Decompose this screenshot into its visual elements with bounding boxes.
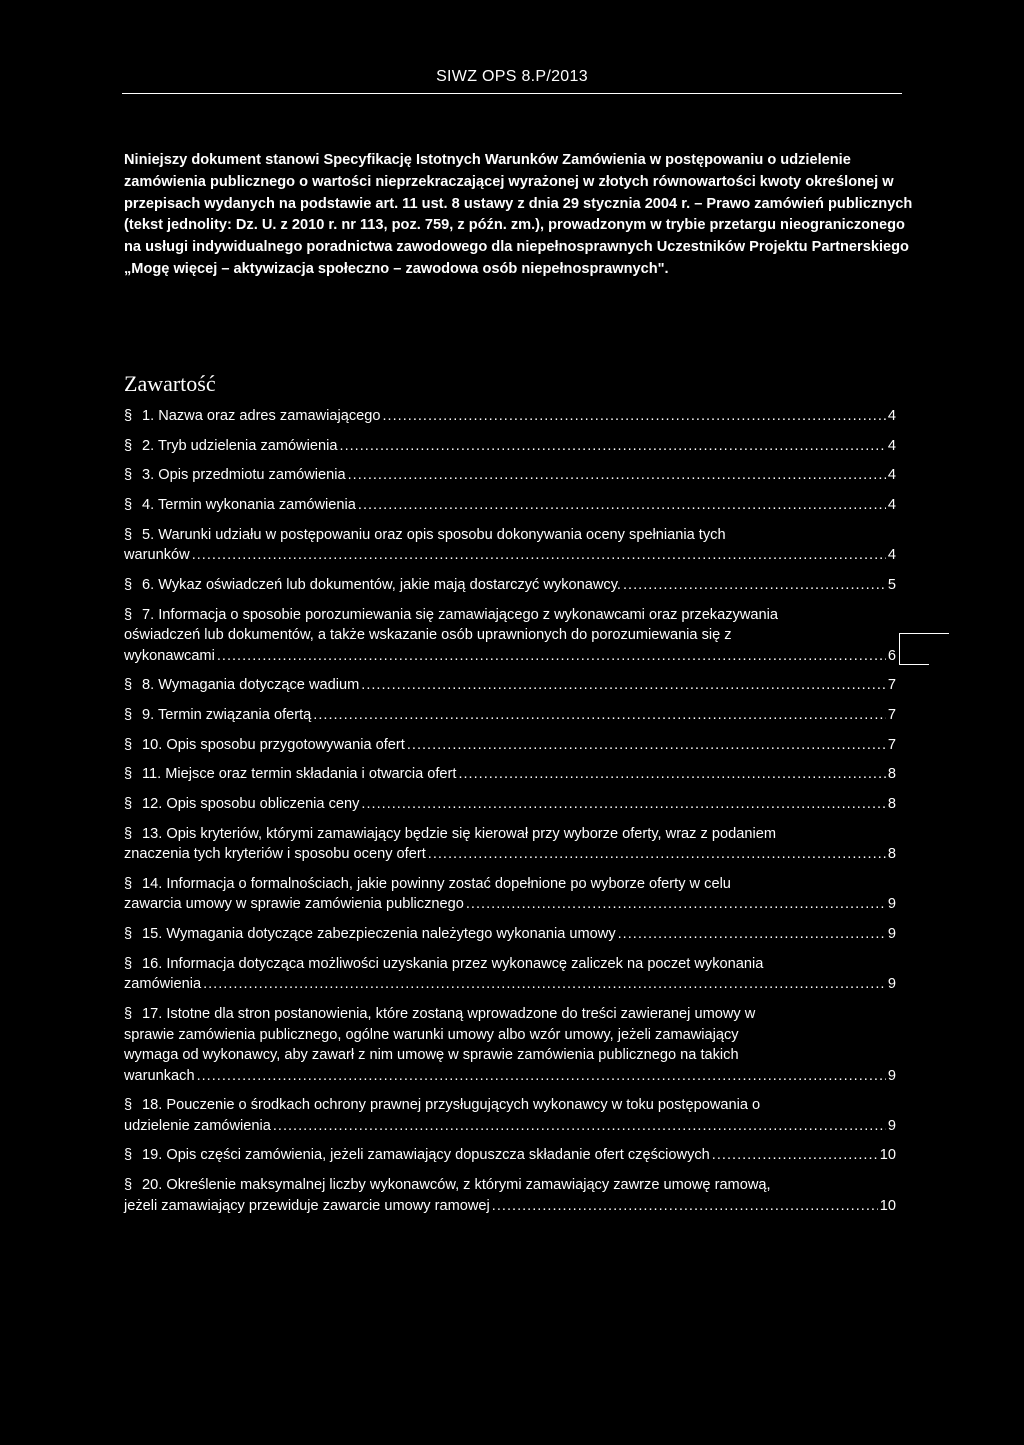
toc-entry-text: Nazwa oraz adres zamawiającego	[158, 408, 381, 424]
section-symbol: §	[124, 408, 133, 424]
toc-entry-number: 13.	[142, 825, 167, 842]
toc-entry-number: 18.	[142, 1097, 167, 1114]
section-symbol: §	[124, 1097, 133, 1114]
toc-entry-text: Pouczenie o środkach ochrony prawnej przysługujących wykonawcy w toku postępowania o	[166, 1097, 761, 1114]
section-symbol: §	[124, 1006, 133, 1022]
toc-entry-text: Opis sposobu przygotowywania ofert	[166, 736, 405, 753]
toc-page-number: 8	[887, 796, 896, 813]
toc-entry[interactable]	[124, 436, 896, 457]
toc-entry-text: udzielenie zamówienia	[124, 1117, 271, 1134]
toc-entry[interactable]	[124, 1175, 896, 1216]
toc-entry-text: Termin wykonania zamówienia	[157, 497, 356, 514]
toc-leader-dots	[348, 465, 886, 486]
toc-entry-text: warunków	[124, 547, 190, 564]
toc-entry-text: Informacja o sposobie porozumiewania się zamawiającego z wykonawcami oraz przekazywania	[158, 606, 778, 623]
toc-leader-dots	[618, 924, 886, 945]
toc-entry-number: 19.	[142, 1147, 167, 1164]
toc-entry-text: jeżeli zamawiający przewiduje zawarcie umowy ramowej	[124, 1197, 490, 1214]
toc-entry[interactable]	[124, 525, 896, 566]
toc-page-number: 4	[887, 408, 896, 424]
corner-mark	[899, 633, 949, 665]
toc-entry-number: 16.	[142, 955, 167, 972]
toc-entry-number: 10.	[142, 736, 167, 753]
toc-leader-dots	[623, 575, 886, 596]
toc-leader-dots	[383, 406, 886, 427]
section-symbol: §	[124, 526, 133, 543]
section-symbol: §	[124, 606, 133, 623]
toc-entry[interactable]	[124, 1004, 896, 1086]
toc-entry[interactable]	[124, 1145, 896, 1166]
toc-entry-text: Istotne dla stron postanowienia, które zostaną wprowadzone do treści zawieranej umowy w	[166, 1006, 756, 1022]
toc-leader-dots	[197, 1066, 886, 1087]
section-symbol: §	[124, 766, 133, 783]
toc-entry-text: Miejsce oraz termin składania i otwarcia ofert	[165, 766, 457, 783]
toc-entry-number: 8.	[142, 677, 159, 694]
toc-page-number: 9	[887, 1117, 896, 1134]
toc-leader-dots	[458, 764, 885, 785]
header-divider	[122, 93, 902, 94]
section-symbol: §	[124, 437, 133, 454]
toc-entry-text: oświadczeń lub dokumentów, a także wskazanie osób uprawnionych do porozumiewania się z	[124, 627, 732, 644]
toc-entry-text: Opis części zamówienia, jeżeli zamawiający dopuszcza składanie ofert częściowych	[166, 1147, 710, 1164]
toc-entry-number: 17.	[142, 1006, 167, 1022]
section-symbol: §	[124, 1177, 133, 1194]
toc-leader-dots	[273, 1116, 886, 1137]
toc-entry-text: sprawie zamówienia publicznego, ogólne warunki umowy albo wzór umowy, jeżeli zamawiający	[124, 1026, 739, 1043]
toc-entry[interactable]	[124, 824, 896, 865]
toc-entry-number: 1.	[142, 408, 159, 424]
toc-entry-number: 14.	[142, 875, 167, 892]
toc-entry-text: Wymagania dotyczące zabezpieczenia należytego wykonania umowy	[166, 926, 616, 943]
toc-leader-dots	[340, 436, 886, 457]
toc-entry-number: 4.	[142, 497, 158, 514]
toc-entry-number: 6.	[142, 576, 159, 593]
toc-leader-dots	[712, 1145, 878, 1166]
section-symbol: §	[124, 875, 133, 892]
toc-entry-text: Termin związania ofertą	[157, 707, 312, 723]
toc-page-number: 7	[887, 736, 896, 753]
toc-heading: Zawartość	[124, 371, 216, 396]
toc-page-number: 8	[887, 846, 896, 863]
toc-entry-number: 5.	[142, 526, 159, 543]
toc-entry-number: 15.	[142, 926, 167, 943]
toc-page-number: 4	[887, 497, 896, 514]
toc-entry-text: Opis sposobu obliczenia ceny	[166, 796, 360, 813]
toc-page-number: 4	[887, 437, 896, 454]
toc-leader-dots	[203, 974, 886, 995]
toc-entry-number: 11.	[142, 766, 166, 783]
toc-entry-text: wykonawcami	[124, 647, 215, 664]
section-symbol: §	[124, 677, 133, 694]
toc-leader-dots	[358, 495, 886, 516]
toc-entry[interactable]	[124, 735, 896, 756]
toc-entry-text: zawarcia umowy w sprawie zamówienia publicznego	[124, 896, 464, 913]
table-of-contents	[124, 406, 896, 1225]
toc-entry[interactable]	[124, 764, 896, 785]
toc-page-number: 10	[879, 1197, 896, 1214]
toc-entry-text: znaczenia tych kryteriów i sposobu oceny ofert	[124, 846, 426, 863]
section-symbol: §	[124, 467, 133, 484]
toc-entry[interactable]	[124, 705, 896, 726]
toc-entry-number: 20.	[142, 1177, 167, 1194]
toc-entry[interactable]	[124, 465, 896, 486]
toc-page-number: 9	[887, 926, 896, 943]
toc-entry-text: Informacja dotycząca możliwości uzyskania przez wykonawcę zaliczek na poczet wykonania	[166, 955, 764, 972]
section-symbol: §	[124, 736, 133, 753]
toc-page-number: 4	[887, 547, 896, 564]
intro-paragraph: Niniejszy dokument stanowi Specyfikację Istotnych Warunków Zamówienia w postępowaniu o udzielenie zamówienia publicznego o wartości nieprzekraczającej wyrażonej w złotych równowartości kwoty określonej w przepisach wydanych na podstawie art. 11 ust. 8 ustawy z dnia 29 stycznia 2004 r. – Prawo zamówień publicznych (tekst jednolity: Dz. U. z 2010 r. nr 113, poz. 759, z późn. zm.), prowadzonym w trybie przetargu nieograniczonego na usługi indywidualnego poradnictwa zawodowego dla niepełnosprawnych Uczestników Projektu Partnerskiego „Mogę więcej – aktywizacja społeczno – zawodowa osób niepełnosprawnych".	[124, 152, 913, 277]
toc-entry-text: Wymagania dotyczące wadium	[158, 677, 360, 694]
document-header-title: SIWZ OPS 8.P/2013	[436, 68, 588, 85]
toc-entry-text: Wykaz oświadczeń lub dokumentów, jakie mają dostarczyć wykonawcy.	[158, 576, 621, 593]
toc-page-number: 9	[887, 896, 896, 913]
toc-page-number: 7	[887, 707, 896, 723]
toc-entry-number: 7.	[142, 606, 159, 623]
section-symbol: §	[124, 926, 133, 943]
section-symbol: §	[124, 955, 133, 972]
toc-entry[interactable]	[124, 675, 896, 696]
toc-entry[interactable]	[124, 924, 896, 945]
toc-entry-text: Informacja o formalnościach, jakie powinny zostać dopełnione po wyborze oferty w celu	[166, 875, 731, 892]
toc-entry[interactable]	[124, 605, 896, 667]
toc-entry-number: 2.	[142, 437, 158, 454]
section-symbol: §	[124, 707, 133, 723]
toc-leader-dots	[361, 794, 885, 815]
toc-entry[interactable]	[124, 794, 896, 815]
toc-leader-dots	[313, 705, 886, 726]
section-symbol: §	[124, 1147, 133, 1164]
toc-entry-text: Opis przedmiotu zamówienia	[158, 467, 346, 484]
toc-entry-text: Tryb udzielenia zamówienia	[157, 437, 338, 454]
toc-page-number: 9	[887, 976, 896, 993]
toc-entry[interactable]	[124, 1095, 896, 1136]
toc-entry-number: 9.	[142, 707, 158, 723]
toc-entry-text: Opis kryteriów, którymi zamawiający będzie się kierował przy wyborze oferty, wraz z podaniem	[166, 825, 776, 842]
toc-page-number: 8	[887, 766, 896, 783]
section-symbol: §	[124, 796, 133, 813]
toc-entry-text: zamówienia	[124, 976, 202, 993]
toc-entry-text: Określenie maksymalnej liczby wykonawców, z którymi zamawiający zawrze umowę ramową,	[166, 1177, 771, 1194]
toc-page-number: 9	[887, 1067, 896, 1084]
toc-entry[interactable]	[124, 874, 896, 915]
toc-leader-dots	[192, 545, 886, 566]
toc-entry[interactable]	[124, 406, 896, 427]
toc-entry[interactable]	[124, 954, 896, 995]
toc-leader-dots	[407, 735, 886, 756]
toc-page-number: 6	[887, 647, 896, 664]
toc-entry-text: Warunki udziału w postępowaniu oraz opis sposobu dokonywania oceny spełniania tych	[158, 526, 726, 543]
toc-entry-number: 3.	[142, 467, 159, 484]
section-symbol: §	[124, 576, 133, 593]
toc-leader-dots	[492, 1196, 878, 1217]
toc-page-number: 7	[887, 677, 896, 694]
toc-page-number: 4	[887, 467, 896, 484]
section-symbol: §	[124, 497, 133, 514]
toc-leader-dots	[466, 894, 886, 915]
toc-entry-text: wymaga od wykonawcy, aby zawarł z nim umowę w sprawie zamówienia publicznego na takich	[124, 1047, 739, 1063]
toc-entry-text: warunkach	[124, 1067, 195, 1084]
toc-entry-number: 12.	[142, 796, 167, 813]
toc-page-number: 10	[879, 1147, 896, 1164]
toc-page-number: 5	[887, 576, 896, 593]
toc-entry[interactable]	[124, 495, 896, 516]
toc-entry[interactable]	[124, 575, 896, 596]
toc-leader-dots	[361, 675, 886, 696]
toc-leader-dots	[428, 844, 886, 865]
section-symbol: §	[124, 825, 133, 842]
toc-leader-dots	[217, 646, 886, 667]
